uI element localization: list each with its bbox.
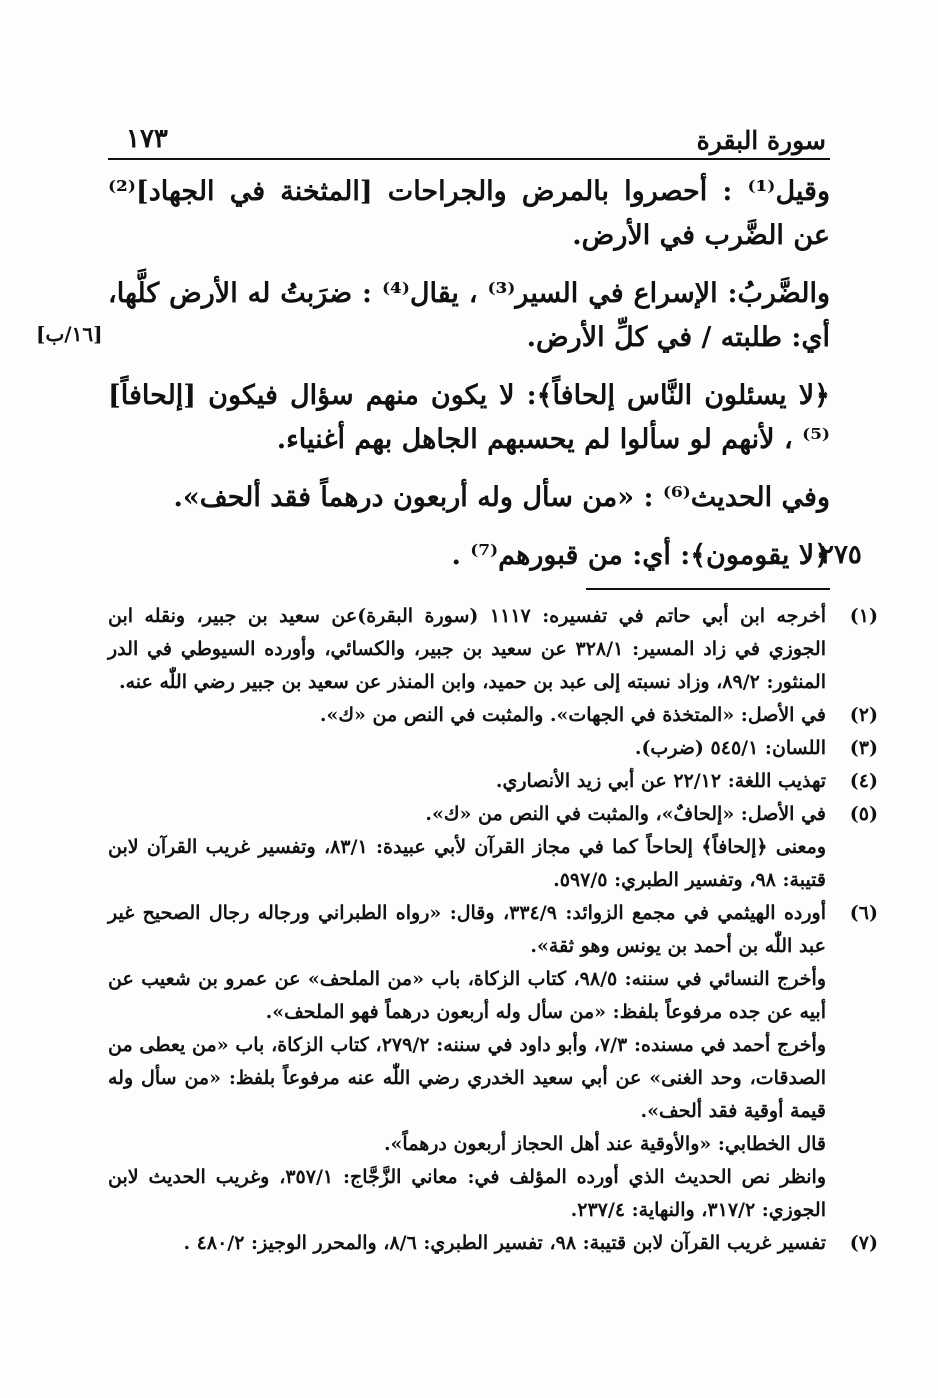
footnote-continuation: وانظر نص الحديث الذي أورده المؤلف في: معاني الزَّجَّاج: ٣٥٧/١، وغريب الحديث لابن الجوزي: ٣١٧/٢، والنهاية: ٢٣٧/٤. bbox=[108, 1166, 826, 1221]
footnote-number: (٧) bbox=[849, 1232, 878, 1254]
footnote-continuation: ومعنى ﴿إلحافاً﴾ إلحاحاً كما في مجاز القرآن لأبي عبيدة: ٨٣/١، وتفسير غريب القرآن لابن قتيبة: ٩٨، وتفسير الطبري: ٥٩٧/٥. bbox=[108, 836, 826, 891]
surah-title: سورة البقرة bbox=[696, 126, 826, 155]
main-paragraph: والضَّربُ: الإسراع في السير⁽³⁾ ، يقال⁽⁴⁾ : ضرَبتُ له الأرض كلَّها، أي: طلبته / في كلِّ الأرض. bbox=[108, 278, 830, 353]
footnote-item bbox=[108, 600, 878, 699]
page-header bbox=[108, 118, 830, 160]
footnote-text: تفسير غريب القرآن لابن قتيبة: ٩٨، تفسير الطبري: ٨/٦، والمحرر الوجيز: ٤٨٠/٢ . bbox=[183, 1232, 826, 1254]
footnotes bbox=[108, 600, 878, 1260]
footnote-text: تهذيب اللغة: ٢٢/١٢ عن أبي زيد الأنصاري. bbox=[495, 770, 826, 792]
footnote-number: (٦) bbox=[849, 902, 878, 924]
footnote-continuation: وأخرج النسائي في سننه: ٩٨/٥، كتاب الزكاة، باب «من الملحف» عن عمرو بن شعيب عن أبيه عن جده مرفوعاً بلفظ: «من سأل وله أربعون درهماً فهو الملحف». bbox=[108, 968, 826, 1023]
main-paragraph: ﴿لا يسئلون النَّاس إلحافاً﴾: لا يكون منهم سؤال فيكون [إلحافاً]⁽⁵⁾ ، لأنهم لو سألوا لم يحسبهم الجاهل بهم أغنياء. bbox=[108, 380, 830, 455]
footnote-continuation: وأخرج أحمد في مسنده: ٧/٣، وأبو داود في سننه: ٢٧٩/٢، كتاب الزكاة، باب «من يعطى من الصدقات، وحد الغنى» عن أبي سعيد الخدري رضي اللّٰه عنه مرفوعاً بلفظ: «من سأل وله قيمة أوقية فقد ألحف». bbox=[108, 1034, 827, 1122]
footnote-text: اللسان: ٥٤٥/١ (ضرب). bbox=[634, 737, 826, 759]
footnote-number: (٢) bbox=[849, 704, 878, 726]
footnote-continuation: قال الخطابي: «والأوقية عند أهل الحجاز أربعون درهماً». bbox=[383, 1133, 826, 1155]
main-paragraph: ﴿لا يقومون﴾: أي: من قبورهم⁽⁷⁾ . bbox=[451, 540, 830, 571]
footnote-item bbox=[108, 765, 878, 798]
main-text bbox=[108, 170, 830, 578]
footnote-item bbox=[108, 1227, 878, 1260]
footnote-text: في الأصل: «إلحافٌ»، والمثبت في النص من «ك». bbox=[425, 803, 826, 825]
footnote-separator bbox=[586, 588, 830, 590]
footnote-number: (٥) bbox=[849, 803, 878, 825]
footnote-text: أخرجه ابن أبي حاتم في تفسيره: ١١١٧ (سورة البقرة)عن سعيد بن جبير، ونقله ابن الجوزي في زاد المسير: ٣٢٨/١ عن سعيد بن جبير، والكسائي، وأورده السيوطي في الدر المنثور: ٨٩/٢، وزاد نسبته إلى عبد بن حميد، وابن المنذر عن سعيد بن جبير رضي اللّٰه عنه. bbox=[108, 605, 826, 693]
manuscript-folio-note: [١٦/ب] bbox=[36, 322, 103, 346]
verse-number: ٢٧٥ bbox=[820, 540, 862, 570]
header-rule bbox=[108, 158, 830, 160]
footnote-text: أورده الهيثمي في مجمع الزوائد: ٣٣٤/٩، وقال: «رواه الطبراني ورجاله رجال الصحيح غير عبد اللّٰه بن أحمد بن يونس وهو ثقة». bbox=[108, 902, 826, 957]
page-number: ١٧٣ bbox=[126, 124, 168, 154]
footnote-text: في الأصل: «المتخذة في الجهات». والمثبت في النص من «ك». bbox=[319, 704, 826, 726]
footnote-number: (٤) bbox=[849, 770, 878, 792]
footnote-number: (٣) bbox=[849, 737, 878, 759]
footnote-item bbox=[108, 699, 878, 732]
footnote-item bbox=[108, 897, 878, 1227]
footnote-number: (١) bbox=[849, 605, 878, 627]
footnote-item bbox=[108, 732, 878, 765]
main-paragraph: وقيل⁽¹⁾ : أحصروا بالمرض والجراحات [المثخنة في الجهاد]⁽²⁾ عن الضَّرب في الأرض. bbox=[108, 176, 830, 251]
footnote-item bbox=[108, 798, 878, 897]
main-paragraph: وفي الحديث⁽⁶⁾ : «من سأل وله أربعون درهماً فقد ألحف». bbox=[173, 482, 830, 513]
